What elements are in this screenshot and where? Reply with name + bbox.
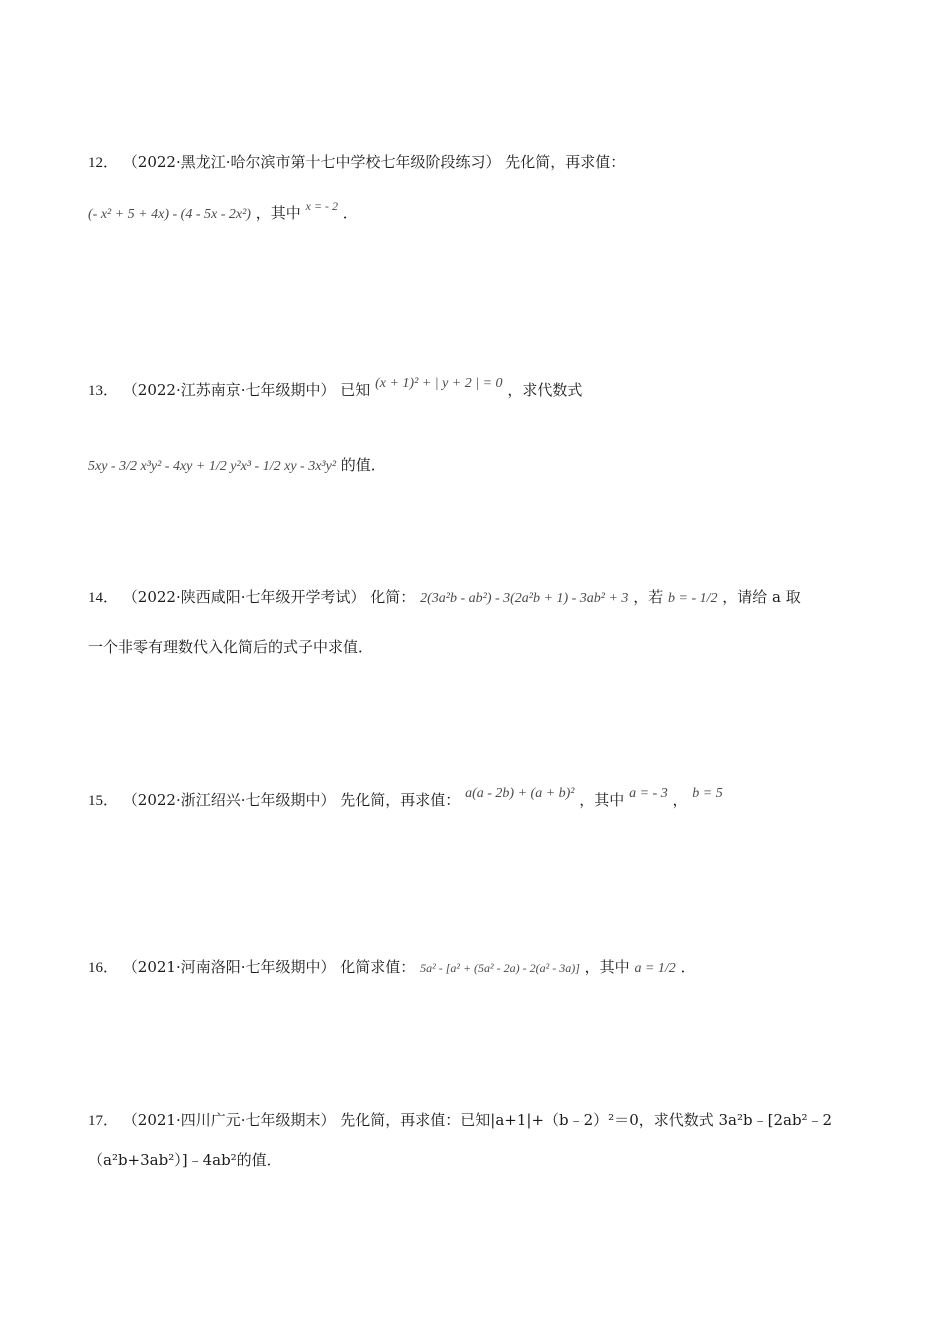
condition-prefix: ，若 (633, 588, 664, 606)
question-14-line-1 (88, 590, 801, 606)
question-12-line-2 (88, 199, 358, 222)
question-source: （2022·黑龙江·哈尔滨市第十七中学校七年级阶段练习） (122, 153, 501, 171)
question-instruction: 化简求值： (340, 958, 416, 976)
question-13-line-2 (88, 458, 386, 474)
separator: ， (672, 791, 688, 809)
question-13-line-1 (88, 376, 583, 399)
question-number: 13． (88, 383, 119, 399)
math-expression: (- x² + 5 + 4x) - (4 - 5x - 2x²) (88, 207, 251, 222)
question-number: 12． (88, 155, 119, 171)
math-expression: a(a - 2b) + (a + b)² (465, 786, 575, 801)
sentence-end: 的值． (340, 456, 386, 474)
question-14-line-2 (88, 640, 373, 655)
sentence-end: ． (680, 958, 696, 976)
condition-prefix: ，其中 (584, 958, 630, 976)
math-expression: 2(3a²b - ab²) - 3(2a²b + 1) - 3ab² + 3 (420, 591, 629, 606)
question-number: 17． (88, 1113, 119, 1129)
math-condition: b = - 1/2 (668, 591, 718, 606)
question-16-line-1 (88, 960, 696, 976)
question-source: （2022·浙江绍兴·七年级期中） (122, 791, 336, 809)
question-number: 14． (88, 590, 119, 606)
question-instruction: 已知 (340, 381, 371, 399)
math-given: (x + 1)² + | y + 2 | = 0 (375, 376, 503, 391)
question-continuation: 一个非零有理数代入化简后的式子中求值． (88, 638, 374, 656)
question-source: （2021·河南洛阳·七年级期中） (122, 958, 336, 976)
question-instruction: 化简： (370, 588, 416, 606)
math-condition-a: a = - 3 (629, 786, 668, 801)
question-15-line-1 (88, 786, 723, 809)
question-continuation: ，请给 a 取 (722, 588, 801, 606)
question-source: （2022·陕西咸阳·七年级开学考试） (122, 588, 366, 606)
math-condition-b: b = 5 (692, 786, 723, 801)
question-instruction: 先化简，再求值： (340, 791, 461, 809)
math-expression: 5xy - 3/2 x³y² - 4xy + 1/2 y²x³ - 1/2 xy - 3x³y² (88, 459, 337, 474)
question-instruction: ，求代数式 (507, 381, 583, 399)
question-text: 先化简，再求值：已知|a+1|+（b﹣2）²＝0，求代数式 3a²b﹣[2ab²﹣2 (340, 1111, 833, 1129)
question-text: （a²b+3ab²）]﹣4ab²的值． (88, 1151, 282, 1169)
math-condition: a = 1/2 (634, 961, 676, 976)
math-expression: 5a² - [a² + (5a² - 2a) - 2(a² - 3a)] (420, 961, 580, 975)
question-12-line-1 (88, 155, 625, 171)
condition-prefix: ，其中 (579, 791, 625, 809)
math-condition: x = - 2 (305, 199, 338, 213)
question-number: 15． (88, 793, 119, 809)
question-source: （2022·江苏南京·七年级期中） (122, 381, 336, 399)
question-source: （2021·四川广元·七年级期末） (122, 1111, 336, 1129)
question-number: 16． (88, 960, 119, 976)
question-17-line-2 (88, 1153, 282, 1168)
condition-prefix: ，其中 (255, 204, 301, 222)
question-17-line-1 (88, 1113, 832, 1129)
question-instruction: 先化简，再求值： (505, 153, 626, 171)
sentence-end: ． (342, 204, 358, 222)
